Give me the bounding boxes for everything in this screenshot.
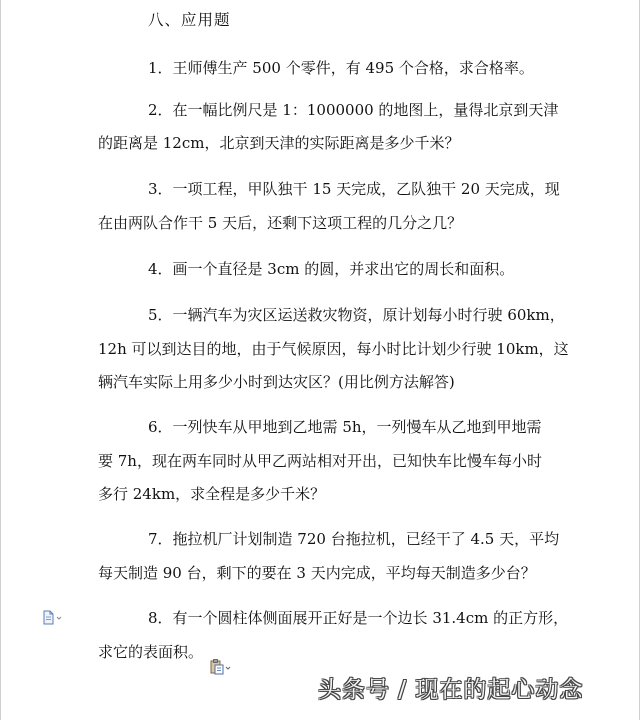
- question-8-line-2: 求它的表面积。: [98, 643, 204, 661]
- question-6-line-3: 多行 24km，求全程是多少千米？: [98, 485, 326, 503]
- question-6-line-2: 要 7h，现在两车同时从甲乙两站相对开出，已知快车比慢车每小时: [98, 452, 542, 470]
- question-1-line-1: 1．王师傅生产 500 个零件，有 495 个合格，求合格率。: [148, 59, 534, 77]
- question-7-line-2: 每天制造 90 台，剩下的要在 3 天内完成，平均每天制造多少台？: [98, 564, 536, 582]
- question-5-line-3: 辆汽车实际上用多少小时到达灾区？(用比例方法解答): [98, 373, 455, 391]
- section-title: 八、应用题: [148, 11, 231, 29]
- question-3-line-1: 3．一项工程，甲队独干 15 天完成，乙队独干 20 天完成，现: [148, 180, 560, 198]
- question-5-line-2: 12h 可以到达目的地，由于气候原因，每小时比计划少行驶 10km，这: [98, 340, 569, 358]
- question-7-line-1: 7．拖拉机厂计划制造 720 台拖拉机，已经干了 4.5 天，平均: [148, 530, 560, 548]
- question-6-line-1: 6．一列快车从甲地到乙地需 5h，一列慢车从乙地到甲地需: [148, 418, 542, 436]
- question-3-line-2: 在由两队合作干 5 天后，还剩下这项工程的几分之几？: [98, 214, 463, 232]
- question-2-line-2: 的距离是 12cm，北京到天津的实际距离是多少千米？: [98, 134, 460, 152]
- question-2-line-1: 2．在一幅比例尺是 1：1000000 的地图上，量得北京到天津: [148, 101, 559, 119]
- document-clip-icon[interactable]: [42, 610, 64, 626]
- page-left-edge: [0, 0, 1, 720]
- question-5-line-1: 5．一辆汽车为灾区运送救灾物资，原计划每小时行驶 60km，: [148, 306, 565, 324]
- question-8-line-1: 8．有一个圆柱体侧面展开正好是一个边长 31.4cm 的正方形，: [148, 609, 569, 627]
- question-4-line-1: 4．画一个直径是 3cm 的圆，并求出它的周长和面积。: [148, 260, 515, 278]
- paste-options-icon[interactable]: [209, 658, 235, 676]
- watermark: 头条号 / 现在的起心动念: [318, 677, 584, 703]
